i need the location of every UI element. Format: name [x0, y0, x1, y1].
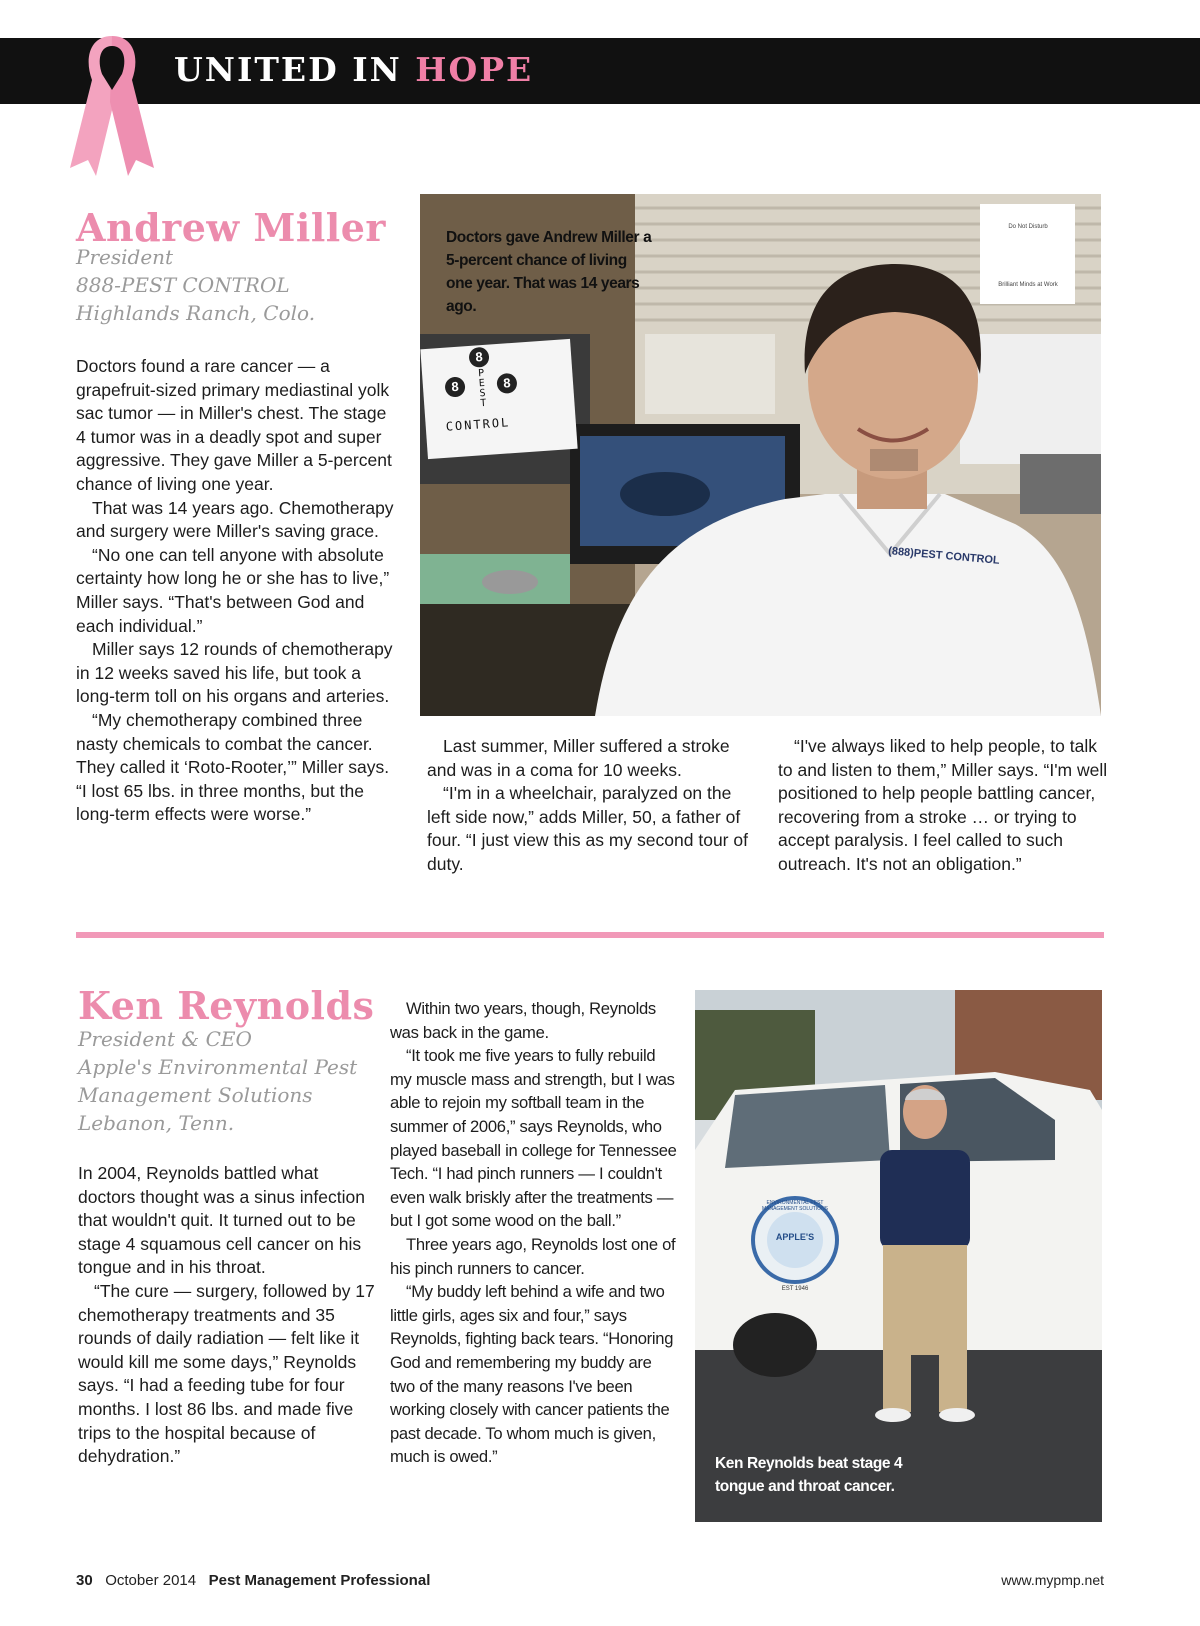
profile-company: 888-PEST CONTROL	[76, 273, 290, 297]
article-paragraph: Within two years, though, Reynolds was back in the game.	[390, 999, 656, 1042]
article1-column-1	[76, 355, 396, 827]
profile-company: Management Solutions	[78, 1083, 313, 1107]
footer-url: www.mypmp.net	[1001, 1572, 1104, 1588]
poster-subtext: Brilliant Minds at Work	[998, 282, 1058, 288]
issue-date: October 2014	[105, 1572, 197, 1589]
poster-text: Do Not Disturb	[1008, 224, 1048, 230]
article1-column-3	[778, 735, 1108, 877]
profile-name-andrew-miller: Andrew Miller	[76, 205, 386, 250]
article-paragraph: “No one can tell anyone with absolute certainty how long he or she has to live,” Miller says. “That's between God and each individual.”	[76, 544, 390, 636]
profile-location: Lebanon, Tenn.	[78, 1111, 235, 1135]
article2-column-2	[390, 997, 680, 1469]
article-paragraph: “My chemotherapy combined three nasty chemicals to combat the cancer. They called it ‘Roto-Rooter,’” Miller says. “I lost 65 lbs. in three months, but the long-term effects were worse.”	[76, 709, 390, 825]
article-paragraph: Doctors found a rare cancer — a grapefruit-sized primary mediastinal yolk sac tumor — in Miller's chest. The stage 4 tumor was in a deadly spot and super aggressive. They gave Miller a 5-percent chance of living one year.	[76, 356, 392, 494]
article-paragraph: “I'm in a wheelchair, paralyzed on the left side now,” adds Miller, 50, a father of four. “I just view this as my second tour of duty.	[427, 783, 748, 874]
article2-column-1	[78, 1162, 378, 1469]
article-paragraph: “I've always liked to help people, to talk to and listen to them,” Miller says. “I'm well positioned to help people battling cancer, recovering from a stroke … or trying to accept paralysis. I feel called to such outreach. It's not an obligation.”	[778, 736, 1108, 874]
profile-company: Apple's Environmental Pest	[78, 1055, 358, 1079]
article1-column-2	[427, 735, 752, 877]
article-paragraph: “My buddy left behind a wife and two little girls, ages six and four,” says Reynolds, fighting back tears. “Honoring God and remembering my buddy are two of the many reasons I've been working closely with cancer patients the past decade. To whom much is given, much is owed.”	[390, 1282, 674, 1467]
article-paragraph: Three years ago, Reynolds lost one of his pinch runners to cancer.	[390, 1234, 676, 1278]
profile-title: President	[76, 245, 174, 269]
banner-title: UNITED IN HOPE	[174, 50, 534, 89]
truck-logo-est: EST 1946	[781, 1286, 809, 1292]
page-number: 30	[76, 1572, 93, 1589]
article-paragraph: Miller says 12 rounds of chemotherapy in 12 weeks saved his life, but took a long-term toll on his organs and arteries.	[76, 639, 393, 707]
banner-title-accent: HOPE	[415, 50, 534, 89]
profile-title: President & CEO	[78, 1027, 252, 1051]
profile-details-andrew-miller	[76, 243, 315, 327]
truck-logo-text: APPLE'S	[775, 1232, 815, 1242]
photo-caption: Ken Reynolds beat stage 4 tongue and throat cancer.	[715, 1455, 903, 1495]
pest-control-sign: 8 8 8 P E S T CONTROL	[420, 339, 577, 459]
article-paragraph: In 2004, Reynolds battled what doctors thought was a sinus infection that wouldn't quit. It turned out to be stage 4 squamous cell cancer on his tongue and in his throat.	[78, 1163, 365, 1278]
profile-location: Highlands Ranch, Colo.	[76, 301, 316, 325]
article-paragraph: That was 14 years ago. Chemotherapy and surgery were Miller's saving grace.	[76, 497, 394, 542]
article-paragraph: Last summer, Miller suffered a stroke and was in a coma for 10 weeks.	[427, 736, 730, 780]
ken-reynolds-photo	[695, 990, 1102, 1522]
pink-ribbon-icon	[62, 28, 162, 188]
profile-details-ken-reynolds	[78, 1025, 357, 1137]
shirt-logo: (888)PEST CONTROL	[887, 545, 1001, 567]
publication-name: Pest Management Professional	[208, 1572, 431, 1589]
section-divider	[76, 932, 1104, 938]
truck-logo-ring-text: ENVIRONMENTAL PEST MANAGEMENT SOLUTIONS	[761, 1200, 829, 1212]
profile-name-ken-reynolds: Ken Reynolds	[78, 983, 375, 1028]
article-paragraph: “The cure — surgery, followed by 17 chemotherapy treatments and 35 rounds of daily radiation — felt like it would kill me some days,” Reynolds says. “I had a feeding tube for four months. I lost 86 lbs. and made five trips to the hospital because of dehydration.”	[78, 1280, 375, 1467]
page-footer-left	[76, 1572, 430, 1589]
article-paragraph: “It took me five years to fully rebuild my muscle mass and strength, but I was able to rejoin my softball team in the summer of 2006,” says Reynolds, who played baseball in college for Tennessee Tech. “I had pinch runners — I couldn't even walk briskly after the treatments — but I got some wood on the ball.”	[390, 1046, 677, 1231]
photo-caption: Doctors gave Andrew Miller a 5-percent chance of living one year. That was 14 years ago.	[446, 229, 652, 315]
andrew-miller-photo	[420, 194, 1101, 716]
